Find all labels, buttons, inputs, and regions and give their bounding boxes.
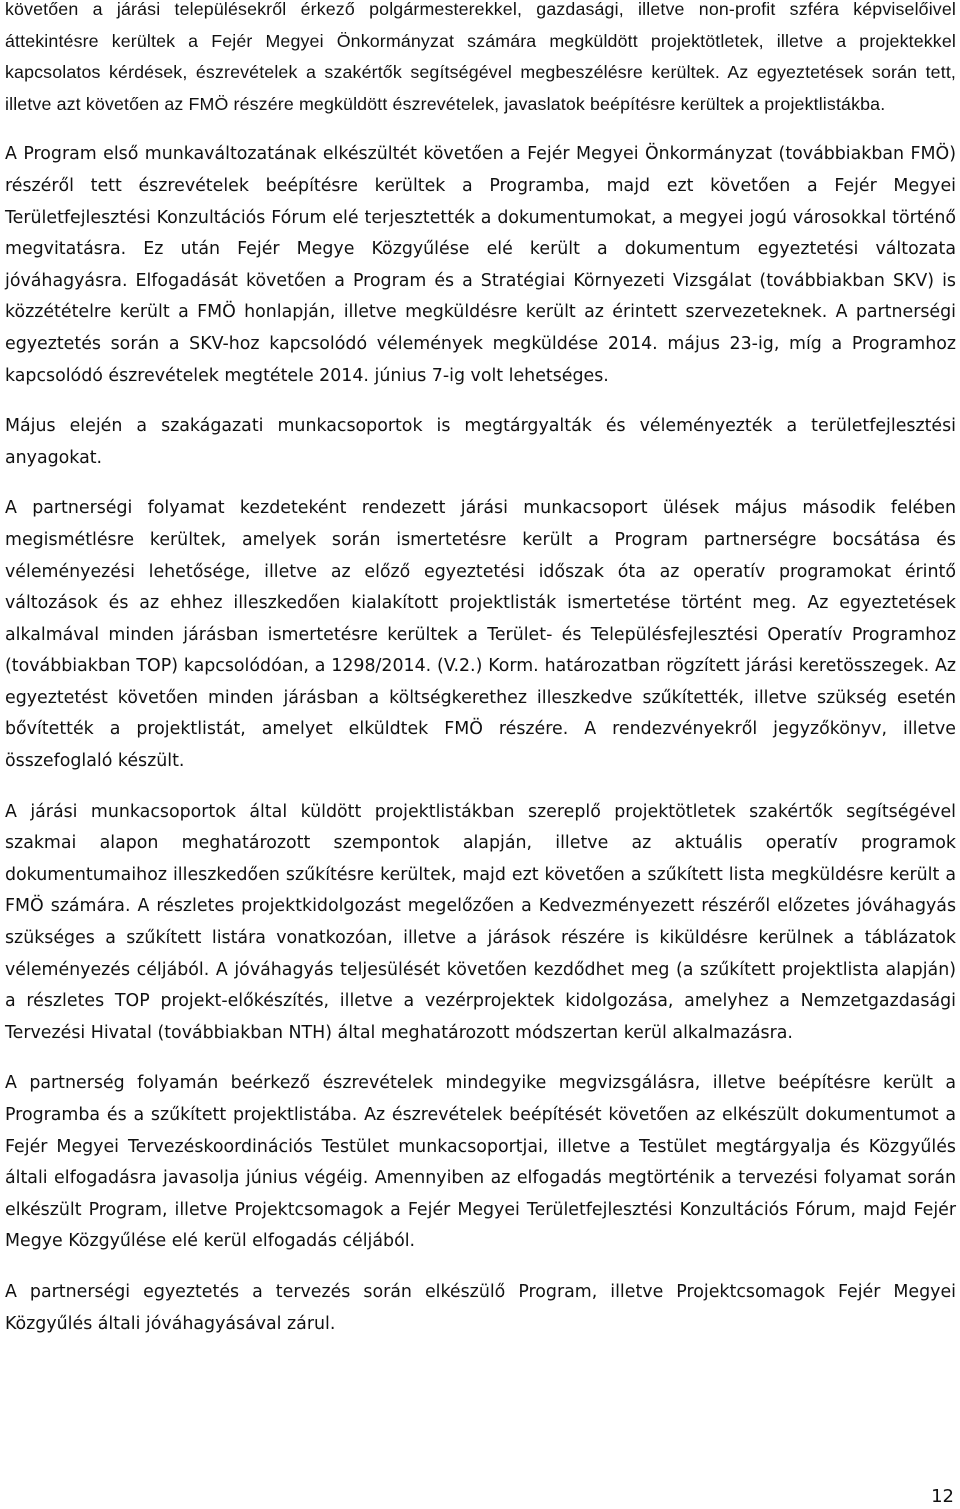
paragraph-2: A Program első munkaváltozatának elkészültét követően a Fejér Megyei Önkormányzat (továbbiakban FMÖ) részéről tett észrevételek beépítésre kerültek a Programba, majd ezt követően a Fejér Megyei Területfejlesztési Konzultációs Fórum elé terjesztették a dokumentumokat, a megyei jogú városokkal történő megvitatásra. Ez után Fejér Megye Közgyűlése elé került a dokumentum egyeztetési változata jóváhagyásra. Elfogadását követően a Program és a Stratégiai Környezeti Vizsgálat (továbbiakban SKV) is közzétételre került a FMÖ honlapján, illetve megküldésre került az érintett szervezeteknek. A partnerségi egyeztetés során a SKV-hoz kapcsolódó vélemények megküldése 2014. május 23-ig, míg a Programhoz kapcsolódó észrevételek megtétele 2014. június 7-ig volt lehetséges.: [5, 144, 956, 386]
paragraph-gap: [5, 474, 956, 493]
paragraph-gap: [5, 120, 956, 139]
paragraph-1: követően a járási településekről érkező polgármesterekkel, gazdasági, illetve non-profit szféra képviselőivel áttekintésre kerültek a Fejér Megyei Önkormányzat számára megküldött projektötletek, illetve a projektekkel kapcsolatos kérdések, észrevételek a szakértők segítségével megbeszélésre kerültek. Az egyeztetések során tett, illetve azt követően az FMÖ részére megküldött észrevételek, javaslatok beépítésre kerültek a projektlistákba.: [5, 0, 956, 114]
document-body: [5, 0, 956, 1340]
paragraph-gap: [5, 1049, 956, 1068]
paragraph-gap: [5, 1258, 956, 1277]
paragraph-5: A járási munkacsoportok által küldött projektlistákban szereplő projektötletek szakértők segítségével szakmai alapon meghatározott szempontok alapján, illetve az aktuális operatív programok dokumentumaihoz illeszkedően szűkítésre kerültek, majd ezt követően a szűkített lista megküldésre került a FMÖ számára. A részletes projektkidolgozást megelőzően a Kedvezményezett részéről előzetes jóváhagyás szükséges a szűkített listára vonatkozóan, illetve a járások részére is kiküldésre kerülnek a táblázatok véleményezés céljából. A jóváhagyás teljesülését követően kezdődhet meg (a szűkített projektlista alapján) a részletes TOP projekt-előkészítés, illetve a vezérprojektek kidolgozása, amelyhez a Nemzetgazdasági Tervezési Hivatal (továbbiakban NTH) által meghatározott módszertan kerül alkalmazásra.: [5, 801, 956, 1043]
paragraph-gap: [5, 778, 956, 797]
paragraph-4: A partnerségi folyamat kezdeteként rendezett járási munkacsoport ülések május második felében megismétlésre kerültek, amelyek során ismertetésre került a Program partnerségre bocsátása és véleményezési lehetősége, illetve az előző egyeztetési időszak óta az operatív programokat érintő változások és az ehhez illeszkedően kialakított projektlisták ismertetése történt meg. Az egyeztetések alkalmával minden járásban ismertetésre kerültek a Terület- és Településfejlesztési Operatív Programhoz (továbbiakban TOP) kapcsolódóan, a 1298/2014. (V.2.) Korm. határozatban rögzített járási keretösszegek. Az egyeztetést követően minden járásban a költségkerethez illeszkedve szűkítették, illetve szükség esetén bővítették a projektlistát, amelyet elküldtek FMÖ részére. A rendezvényekről jegyzőkönyv, illetve összefoglaló készült.: [5, 498, 956, 772]
page-number: 12: [931, 1486, 954, 1507]
paragraph-7: A partnerségi egyeztetés a tervezés során elkészülő Program, illetve Projektcsomagok Fejér Megyei Közgyűlés általi jóváhagyásával zárul.: [5, 1281, 956, 1334]
paragraph-6: A partnerség folyamán beérkező észrevételek mindegyike megvizsgálásra, illetve beépítésre került a Programba és a szűkített projektlistába. Az észrevételek beépítését követően az elkészült dokumentumot a Fejér Megyei Tervezéskoordinációs Testület munkacsoportjai, illetve a Testület megtárgyalja és Közgyűlés általi elfogadásra javasolja június végéig. Amennyiben az elfogadás megtörténik a tervezési folyamat során elkészült Program, illetve Projektcsomagok a Fejér Megyei Területfejlesztési Konzultációs Fórum, majd Fejér Megye Közgyűlése elé kerül elfogadás céljából.: [5, 1073, 956, 1252]
paragraph-3: Május elején a szakágazati munkacsoportok is megtárgyalták és véleményezték a területfejlesztési anyagokat.: [5, 416, 956, 468]
paragraph-gap: [5, 392, 956, 411]
